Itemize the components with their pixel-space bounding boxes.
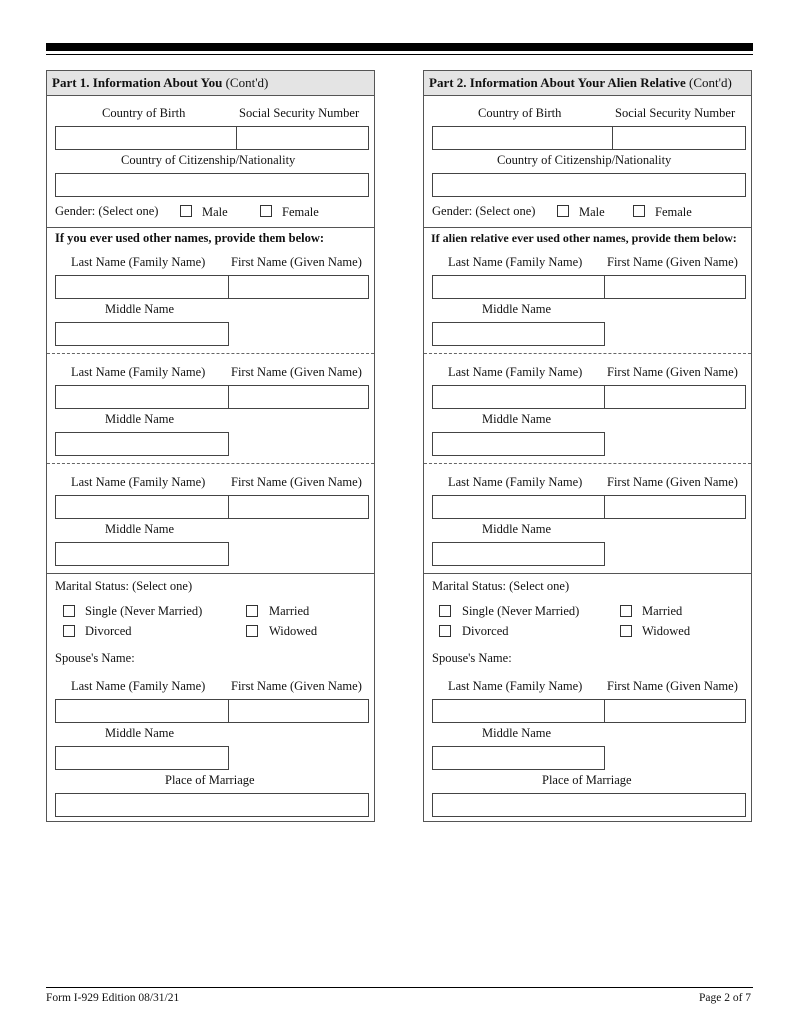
- part2-header: [424, 71, 751, 96]
- part1-alias1-middle-name-label: Middle Name: [105, 302, 175, 316]
- part2-spouse-middle-name-input[interactable]: [432, 746, 605, 770]
- part1-place-of-marriage-label: Place of Marriage: [165, 773, 255, 787]
- part2-spouse-first-name-input[interactable]: [604, 699, 746, 723]
- part2-married-label: Married: [642, 604, 683, 618]
- divider: [47, 573, 374, 574]
- part1-alias2-middle-name-label: Middle Name: [105, 412, 175, 426]
- part1-alias1-first-name-label: First Name (Given Name): [231, 255, 362, 269]
- part1-alias2-last-name-label: Last Name (Family Name): [71, 365, 206, 379]
- dashed-divider: [424, 463, 751, 464]
- part2-marital-status-label: Marital Status: (Select one): [432, 579, 570, 593]
- part2-alias2-first-name-input[interactable]: [604, 385, 746, 409]
- part2-ssn-input[interactable]: [612, 126, 746, 150]
- part2-other-names-heading: If alien relative ever used other names, provide them below:: [431, 231, 737, 245]
- part2-alias3-last-name-input[interactable]: [432, 495, 605, 519]
- divider: [424, 573, 751, 574]
- part1-alias2-first-name-input[interactable]: [228, 385, 369, 409]
- part2-place-of-marriage-input[interactable]: [432, 793, 746, 817]
- part1-divorced-checkbox[interactable]: [63, 625, 75, 637]
- part2-citizenship-input[interactable]: [432, 173, 746, 197]
- part2-alias2-middle-name-label: Middle Name: [482, 412, 552, 426]
- part2-single-label: Single (Never Married): [462, 604, 580, 618]
- part1-citizenship-label: Country of Citizenship/Nationality: [121, 153, 296, 167]
- dashed-divider: [47, 353, 374, 354]
- part2-alias2-middle-name-input[interactable]: [432, 432, 605, 456]
- part2-panel: [423, 70, 752, 822]
- part2-divorced-label: Divorced: [462, 624, 509, 638]
- footer-form-id: Form I-929 Edition 08/31/21: [46, 992, 180, 1004]
- part1-spouse-first-name-input[interactable]: [228, 699, 369, 723]
- part1-single-checkbox[interactable]: [63, 605, 75, 617]
- part1-single-label: Single (Never Married): [85, 604, 203, 618]
- part2-header-suffix: (Cont'd): [685, 75, 732, 90]
- part1-spouse-first-name-label: First Name (Given Name): [231, 679, 362, 693]
- part1-country-of-birth-input[interactable]: [55, 126, 237, 150]
- part2-widowed-label: Widowed: [642, 624, 691, 638]
- footer-page-number: Page 2 of 7: [699, 992, 752, 1004]
- part2-alias3-first-name-input[interactable]: [604, 495, 746, 519]
- top-rule-thin: [46, 54, 753, 55]
- part2-alias1-first-name-input[interactable]: [604, 275, 746, 299]
- part1-ssn-label: Social Security Number: [239, 106, 360, 120]
- part1-gender-male-checkbox[interactable]: [180, 205, 192, 217]
- part2-married-checkbox[interactable]: [620, 605, 632, 617]
- part2-gender-male-label: Male: [579, 205, 605, 219]
- part2-alias3-first-name-label: First Name (Given Name): [607, 475, 738, 489]
- part1-gender-female-label: Female: [282, 205, 319, 219]
- part2-header-title: Part 2. Information About Your Alien Relative: [429, 75, 686, 90]
- part2-alias2-first-name-label: First Name (Given Name): [607, 365, 738, 379]
- part2-spouse-middle-name-label: Middle Name: [482, 726, 552, 740]
- part2-single-checkbox[interactable]: [439, 605, 451, 617]
- part2-alias3-middle-name-label: Middle Name: [482, 522, 552, 536]
- part2-alias2-last-name-input[interactable]: [432, 385, 605, 409]
- part2-spouse-first-name-label: First Name (Given Name): [607, 679, 738, 693]
- part2-alias3-last-name-label: Last Name (Family Name): [448, 475, 583, 489]
- part1-alias3-last-name-label: Last Name (Family Name): [71, 475, 206, 489]
- part2-divorced-checkbox[interactable]: [439, 625, 451, 637]
- part1-ssn-input[interactable]: [236, 126, 369, 150]
- part2-gender-label: Gender: (Select one): [432, 204, 536, 218]
- part1-alias1-last-name-input[interactable]: [55, 275, 229, 299]
- part2-gender-female-checkbox[interactable]: [633, 205, 645, 217]
- part1-marital-status-label: Marital Status: (Select one): [55, 579, 193, 593]
- part1-alias3-middle-name-label: Middle Name: [105, 522, 175, 536]
- part1-header: [47, 71, 374, 96]
- part1-citizenship-input[interactable]: [55, 173, 369, 197]
- footer-rule: [46, 987, 753, 988]
- part2-alias1-last-name-input[interactable]: [432, 275, 605, 299]
- part2-gender-male-checkbox[interactable]: [557, 205, 569, 217]
- part1-alias1-first-name-input[interactable]: [228, 275, 369, 299]
- dashed-divider: [424, 353, 751, 354]
- part2-citizenship-label: Country of Citizenship/Nationality: [497, 153, 672, 167]
- part1-married-label: Married: [269, 604, 310, 618]
- part1-spouse-label: Spouse's Name:: [55, 651, 135, 665]
- part1-gender-male-label: Male: [202, 205, 228, 219]
- part2-place-of-marriage-label: Place of Marriage: [542, 773, 632, 787]
- part1-alias1-middle-name-input[interactable]: [55, 322, 229, 346]
- part2-spouse-last-name-label: Last Name (Family Name): [448, 679, 583, 693]
- part1-place-of-marriage-input[interactable]: [55, 793, 369, 817]
- part1-gender-label: Gender: (Select one): [55, 204, 159, 218]
- part2-alias1-middle-name-input[interactable]: [432, 322, 605, 346]
- part2-alias1-last-name-label: Last Name (Family Name): [448, 255, 583, 269]
- part1-widowed-checkbox[interactable]: [246, 625, 258, 637]
- part2-ssn-label: Social Security Number: [615, 106, 736, 120]
- part2-alias1-first-name-label: First Name (Given Name): [607, 255, 738, 269]
- part1-spouse-last-name-input[interactable]: [55, 699, 229, 723]
- part2-widowed-checkbox[interactable]: [620, 625, 632, 637]
- part1-header-title: Part 1. Information About You: [52, 75, 223, 90]
- part2-alias3-middle-name-input[interactable]: [432, 542, 605, 566]
- part2-country-of-birth-label: Country of Birth: [478, 106, 562, 120]
- part1-alias3-last-name-input[interactable]: [55, 495, 229, 519]
- part1-alias3-middle-name-input[interactable]: [55, 542, 229, 566]
- dashed-divider: [47, 463, 374, 464]
- part1-alias3-first-name-input[interactable]: [228, 495, 369, 519]
- part1-gender-female-checkbox[interactable]: [260, 205, 272, 217]
- part1-spouse-middle-name-label: Middle Name: [105, 726, 175, 740]
- part2-alias1-middle-name-label: Middle Name: [482, 302, 552, 316]
- top-rule-thick: [46, 43, 753, 51]
- part1-spouse-last-name-label: Last Name (Family Name): [71, 679, 206, 693]
- part1-header-suffix: (Cont'd): [222, 75, 269, 90]
- part2-spouse-label: Spouse's Name:: [432, 651, 512, 665]
- part1-other-names-heading: If you ever used other names, provide them below:: [55, 231, 325, 245]
- part2-gender-female-label: Female: [655, 205, 692, 219]
- part1-alias2-last-name-input[interactable]: [55, 385, 229, 409]
- part2-alias2-last-name-label: Last Name (Family Name): [448, 365, 583, 379]
- part1-alias2-first-name-label: First Name (Given Name): [231, 365, 362, 379]
- part1-divorced-label: Divorced: [85, 624, 132, 638]
- part1-alias2-middle-name-input[interactable]: [55, 432, 229, 456]
- part1-alias3-first-name-label: First Name (Given Name): [231, 475, 362, 489]
- part1-widowed-label: Widowed: [269, 624, 318, 638]
- part1-married-checkbox[interactable]: [246, 605, 258, 617]
- part1-alias1-last-name-label: Last Name (Family Name): [71, 255, 206, 269]
- part1-spouse-middle-name-input[interactable]: [55, 746, 229, 770]
- part1-country-of-birth-label: Country of Birth: [102, 106, 186, 120]
- part1-panel: [46, 70, 375, 822]
- part2-spouse-last-name-input[interactable]: [432, 699, 605, 723]
- part2-country-of-birth-input[interactable]: [432, 126, 613, 150]
- divider: [47, 227, 374, 228]
- divider: [424, 227, 751, 228]
